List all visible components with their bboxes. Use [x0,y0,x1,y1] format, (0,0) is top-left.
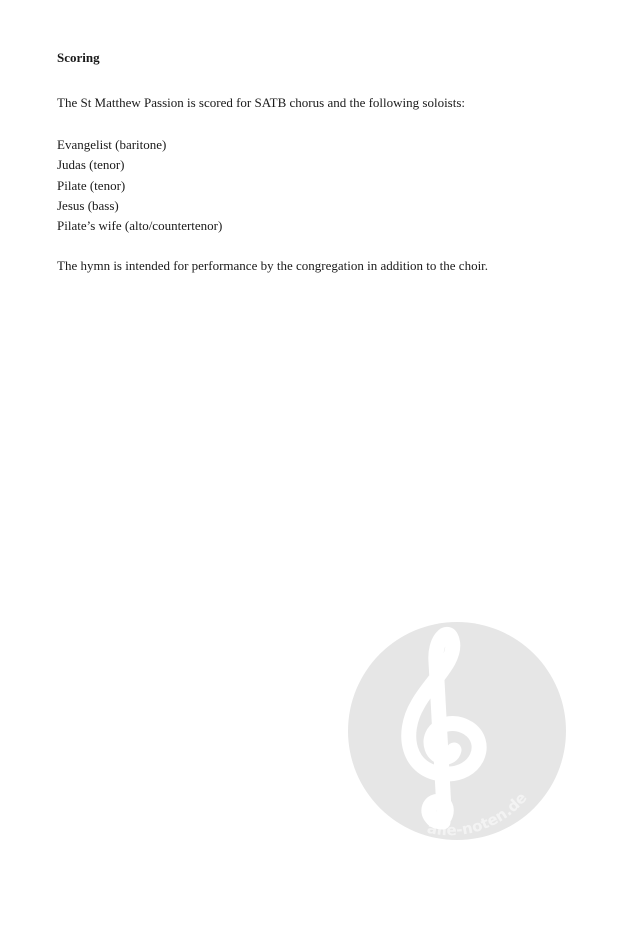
list-item: Evangelist (baritone) [57,137,167,152]
closing-paragraph: The hymn is intended for performance by the congregation in addition to the choir. [57,258,489,273]
watermark-logo [348,622,566,840]
intro-paragraph: The St Matthew Passion is scored for SATB chorus and the following soloists: [57,95,466,110]
list-item: Pilate’s wife (alto/countertenor) [57,218,223,234]
soloist-list [57,135,222,236]
watermark-text-path: alle-noten.de [425,788,531,840]
section-heading: Scoring [57,50,100,65]
list-item: Jesus (bass) [57,197,119,213]
list-item: Judas (tenor) [57,157,125,173]
list-item: Pilate (tenor) [57,177,126,193]
